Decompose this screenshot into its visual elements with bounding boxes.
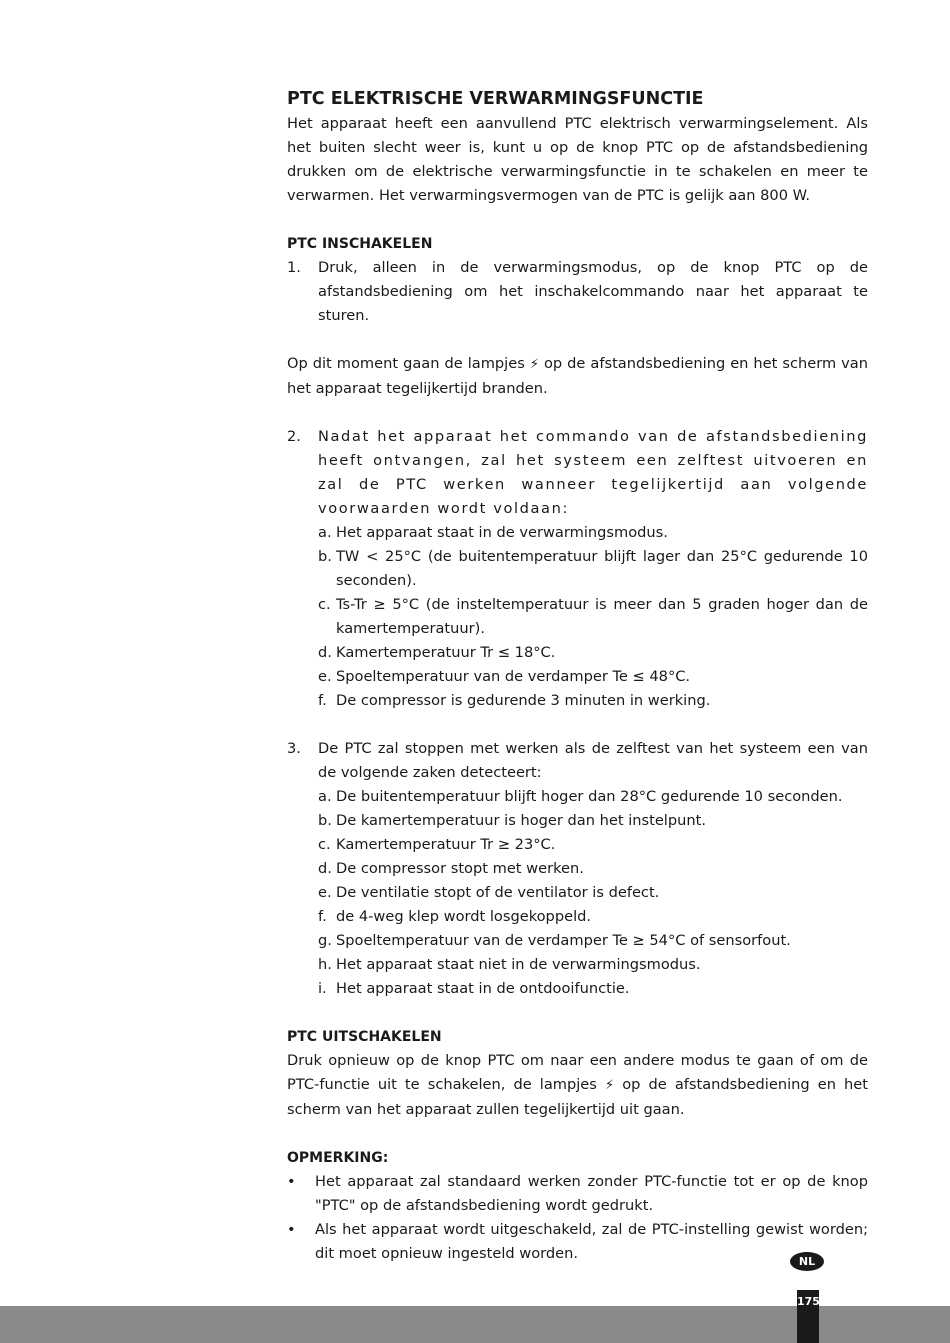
bullet-icon: • — [287, 1221, 296, 1238]
list-item: f. de 4-weg klep wordt losgekoppeld. — [318, 908, 592, 925]
step-3 — [287, 737, 868, 785]
list-item: f. De compressor is gedurende 3 minuten in werking. — [318, 692, 711, 709]
document-body — [287, 86, 868, 1266]
step-2 — [287, 425, 868, 521]
list-item: c. Kamertemperatuur Tr ≥ 23°C. — [318, 836, 556, 853]
list-item: d. Kamertemperatuur Tr ≤ 18°C. — [318, 644, 556, 661]
list-item: c. Ts-Tr ≥ 5°C (de insteltemperatuur is meer dan 5 graden hoger dan de kamertemperatuur). — [318, 596, 868, 637]
list-item: e. Spoeltemperatuur van de verdamper Te ≤ 48°C. — [318, 668, 691, 685]
list-item: g. Spoeltemperatuur van de verdamper Te ≥ 54°C of sensorfout. — [318, 932, 791, 949]
bullet-icon: • — [287, 1173, 296, 1190]
list-item: h. Het apparaat staat niet in de verwarmingsmodus. — [318, 956, 701, 973]
list-item: i. Het apparaat staat in de ontdooifunctie. — [318, 980, 630, 997]
ptc-lamp-icon: ⚡ — [529, 357, 539, 372]
intro-paragraph: Het apparaat heeft een aanvullend PTC elektrisch verwarmingselement. Als het buiten slecht weer is, kunt u op de knop PTC op de afstandsbediening drukken om de elektrische verwarmingsfunctie in te schakelen en meer te verwarmen. Het verwarmingsvermogen van de PTC is gelijk aan 800 W. — [287, 115, 868, 204]
step-number: 1. — [287, 259, 301, 276]
off-paragraph: Druk opnieuw op de knop PTC om naar een andere modus te gaan of om de PTC-functie uit te schakelen, de lampjes ⚡ op de afstandsbediening en het scherm van het apparaat zullen tegelijkertijd uit gaan. — [287, 1052, 868, 1118]
stop-conditions-list — [287, 785, 868, 1001]
page-number: 175 — [797, 1295, 820, 1308]
list-item: b. TW < 25°C (de buitentemperatuur blijft lager dan 25°C gedurende 10 seconden). — [318, 548, 868, 589]
section-heading-off: PTC UITSCHAKELEN — [287, 1029, 442, 1045]
lamp-paragraph: Op dit moment gaan de lampjes ⚡ op de afstandsbediening en het scherm van het apparaat tegelijkertijd branden. — [287, 355, 868, 397]
page-title: PTC ELEKTRISCHE VERWARMINGSFUNCTIE — [287, 89, 704, 109]
note-item: • Het apparaat zal standaard werken zonder PTC-functie tot er op de knop "PTC" op de afstandsbediening wordt gedrukt. — [287, 1170, 868, 1218]
conditions-list — [287, 521, 868, 713]
step-1 — [287, 256, 868, 328]
note-item: • Als het apparaat wordt uitgeschakeld, zal de PTC-instelling gewist worden; dit moet opnieuw ingesteld worden. — [287, 1218, 868, 1266]
language-badge: NL — [790, 1252, 824, 1271]
section-heading-on: PTC INSCHAKELEN — [287, 236, 433, 252]
step-text: De PTC zal stoppen met werken als de zelftest van het systeem een van de volgende zaken detecteert: — [318, 740, 868, 781]
step-text: Druk, alleen in de verwarmingsmodus, op de knop PTC op de afstandsbediening om het inschakelcommando naar het apparaat te sturen. — [318, 259, 868, 324]
step-number: 2. — [287, 428, 301, 445]
step-text: Nadat het apparaat het commando van de afstandsbediening heeft ontvangen, zal het systeem een zelftest uitvoeren en zal de PTC werken wanneer tegelijkertijd aan volgende voorwaarden wordt voldaan: — [318, 428, 868, 517]
list-item: a. De buitentemperatuur blijft hoger dan 28°C gedurende 10 seconden. — [318, 788, 843, 805]
note-heading: OPMERKING: — [287, 1150, 389, 1166]
ptc-lamp-icon: ⚡ — [604, 1078, 615, 1093]
list-item: a. Het apparaat staat in de verwarmingsmodus. — [318, 524, 668, 541]
list-item: d. De compressor stopt met werken. — [318, 860, 584, 877]
list-item: b. De kamertemperatuur is hoger dan het instelpunt. — [318, 812, 706, 829]
step-number: 3. — [287, 740, 301, 757]
list-item: e. De ventilatie stopt of de ventilator is defect. — [318, 884, 660, 901]
